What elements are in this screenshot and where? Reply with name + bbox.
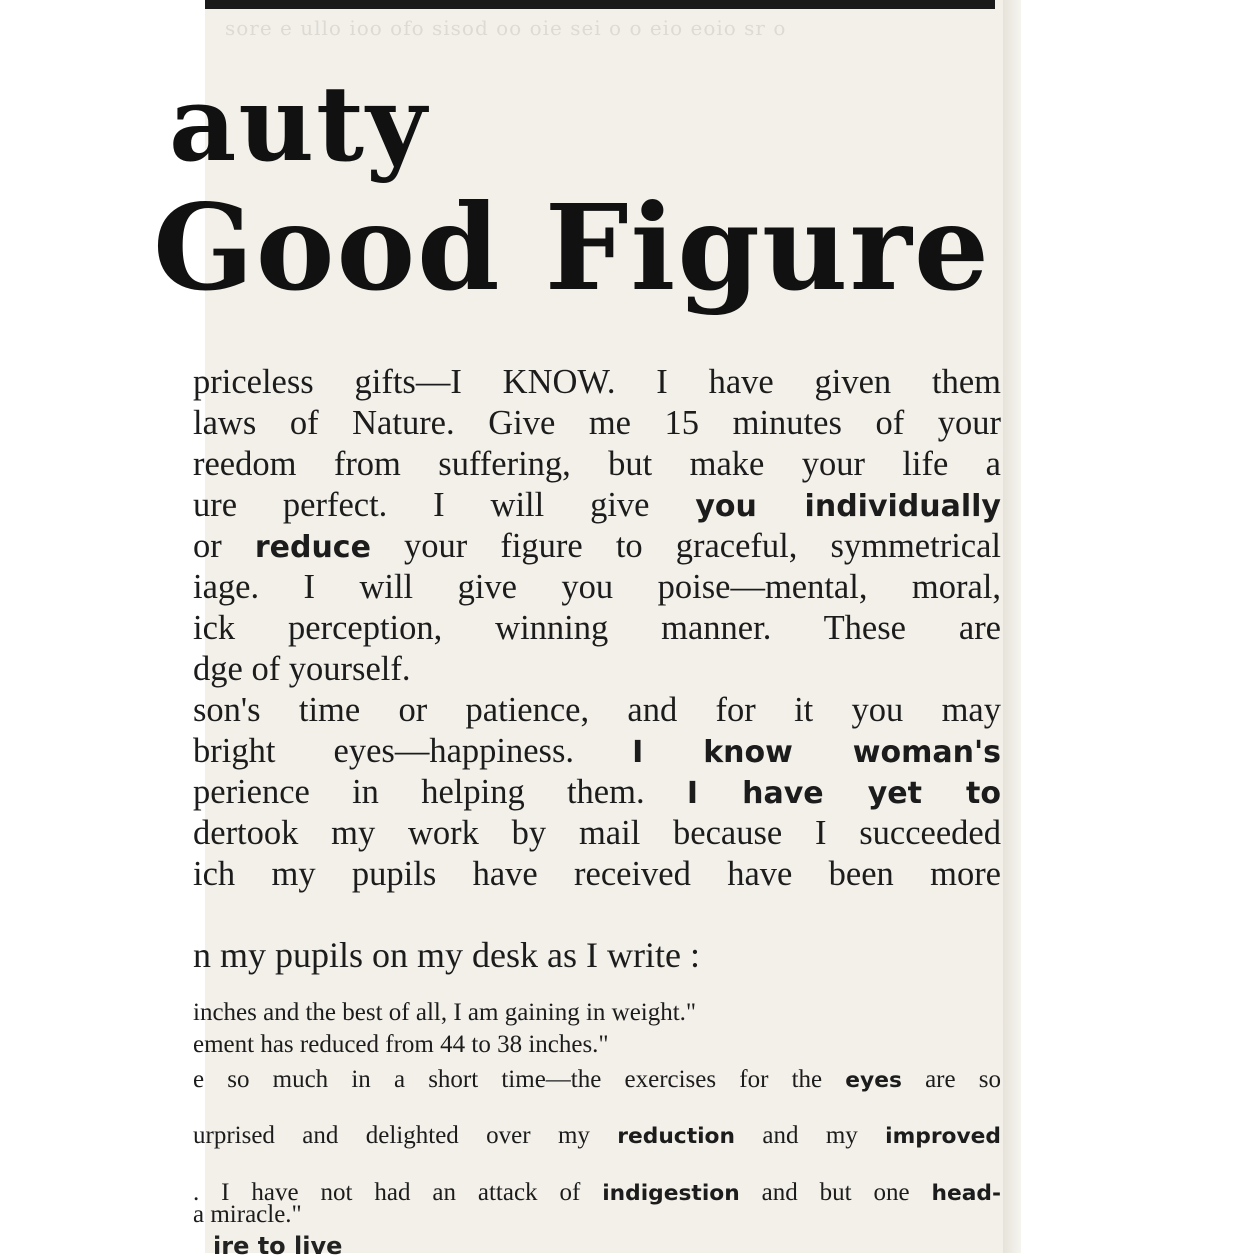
testimonial-line [193, 1121, 1001, 1152]
bold-phrase: indigestion [602, 1181, 740, 1206]
body-line [193, 731, 1001, 773]
bold-phrase: eyes [845, 1068, 902, 1093]
bold-phrase: reduce [254, 530, 371, 565]
body-text: your figure to graceful, symmetrical [370, 527, 1001, 565]
body-line: reedom from suffering, but make your life a [193, 445, 1001, 483]
body-line: laws of Nature. Give me 15 minutes of your [193, 404, 1001, 442]
headline-line-2: Good Figure [153, 178, 991, 317]
bold-phrase: head- [931, 1181, 1001, 1206]
paper-edge-shadow [1003, 0, 1021, 1253]
testimonial-intro: n my pupils on my desk as I write : [193, 935, 700, 975]
body-line: dertook my work by mail because I succeeded [193, 814, 1001, 852]
body-line [193, 485, 1001, 527]
body-text: or [193, 527, 255, 565]
body-line: iage. I will give you poise—mental, moral, [193, 568, 1001, 606]
magazine-page [153, 0, 1021, 1260]
body-text: perience in helping them. [193, 773, 687, 811]
bold-phrase: improved [885, 1124, 1001, 1149]
testimonial-line: ement has reduced from 44 to 38 inches." [193, 1031, 609, 1058]
body-text: bright eyes—happiness. [193, 732, 633, 770]
bold-phrase: I know woman's [632, 735, 1001, 770]
body-text: ure perfect. I will give [193, 486, 696, 524]
body-line: priceless gifts—I KNOW. I have given them [193, 363, 1001, 401]
bleed-through-text: sore e ullo ioo ofo sisod oo oie sei o o eio eoio sr o [225, 16, 787, 40]
headline-line-1: auty [169, 62, 429, 185]
body-text: . I have not had an attack of [193, 1179, 603, 1206]
bold-phrase: reduction [617, 1124, 735, 1149]
testimonial-line: inches and the best of all, I am gaining in weight." [193, 999, 697, 1026]
body-line: dge of yourself. [193, 650, 411, 688]
body-line: ick perception, winning manner. These are [193, 609, 1001, 647]
testimonial-line: a miracle." [193, 1201, 302, 1228]
top-rule [205, 0, 995, 9]
cut-off-line: ire to live [213, 1232, 343, 1260]
body-text: and but one [739, 1179, 932, 1206]
testimonial-line [193, 1065, 1001, 1096]
body-text: and my [734, 1122, 886, 1149]
bold-phrase: you individually [695, 489, 1001, 524]
body-line [193, 772, 1001, 814]
body-line: ich my pupils have received have been more [193, 855, 1001, 893]
body-text: e so much in a short time—the exercises for the [193, 1066, 846, 1093]
body-text: urprised and delighted over my [193, 1122, 618, 1149]
body-line: son's time or patience, and for it you may [193, 691, 1001, 729]
body-line [193, 526, 1001, 568]
body-text: are so [901, 1066, 1001, 1093]
bold-phrase: I have yet to [686, 776, 1001, 811]
